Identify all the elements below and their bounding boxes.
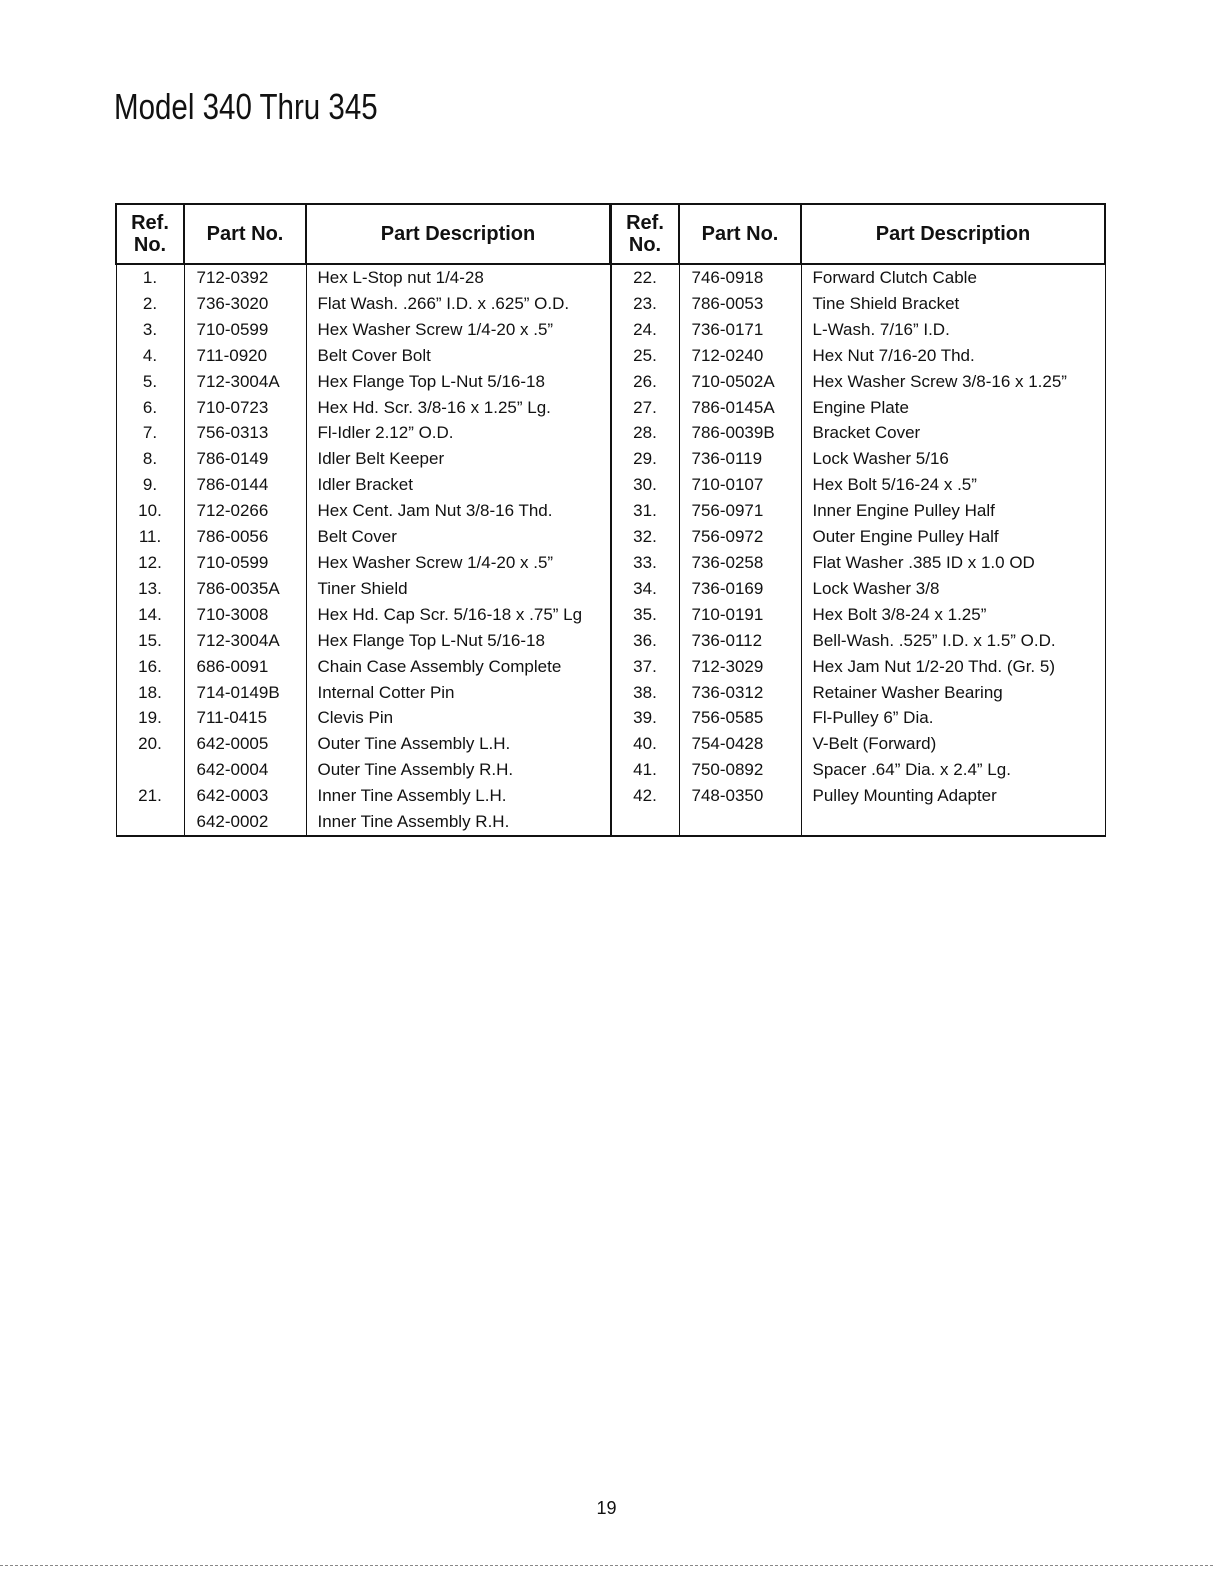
ref-no-cell: 42. <box>611 783 679 809</box>
part-number-cell: 711-0415 <box>184 705 306 731</box>
ref-no-cell: 1. <box>116 264 184 291</box>
ref-no-cell: 21. <box>116 783 184 809</box>
ref-no-cell: 9. <box>116 472 184 498</box>
table-row <box>116 524 610 550</box>
part-number-cell: 736-0119 <box>679 446 801 472</box>
part-description-cell: Hex Washer Screw 1/4-20 x .5” <box>306 550 610 576</box>
part-description-cell: Flat Wash. .266” I.D. x .625” O.D. <box>306 291 610 317</box>
ref-no-cell <box>116 809 184 836</box>
parts-table-right <box>610 203 1106 837</box>
part-number-cell: 642-0005 <box>184 731 306 757</box>
part-description-cell: Outer Tine Assembly L.H. <box>306 731 610 757</box>
part-description-cell: Inner Tine Assembly L.H. <box>306 783 610 809</box>
parts-table-left <box>115 203 611 837</box>
table-row <box>116 420 610 446</box>
ref-no-cell: 29. <box>611 446 679 472</box>
part-description-cell: Hex Nut 7/16-20 Thd. <box>801 343 1105 369</box>
part-description-cell: Idler Belt Keeper <box>306 446 610 472</box>
ref-no-cell: 27. <box>611 395 679 421</box>
part-description-cell: Belt Cover <box>306 524 610 550</box>
part-description-cell: Pulley Mounting Adapter <box>801 783 1105 809</box>
part-description-cell: Belt Cover Bolt <box>306 343 610 369</box>
part-description-cell: Fl-Idler 2.12” O.D. <box>306 420 610 446</box>
part-number-cell: 714-0149B <box>184 680 306 706</box>
table-row <box>116 498 610 524</box>
part-number-cell: 710-0502A <box>679 369 801 395</box>
table-row <box>116 602 610 628</box>
part-number-cell: 754-0428 <box>679 731 801 757</box>
ref-no-cell: 41. <box>611 757 679 783</box>
part-number-cell: 786-0039B <box>679 420 801 446</box>
table-row <box>611 395 1105 421</box>
table-row <box>611 264 1105 291</box>
ref-no-cell: 3. <box>116 317 184 343</box>
ref-no-cell: 19. <box>116 705 184 731</box>
ref-no-cell: 5. <box>116 369 184 395</box>
ref-no-cell: 40. <box>611 731 679 757</box>
table-row <box>611 420 1105 446</box>
table-row <box>116 291 610 317</box>
table-row <box>611 550 1105 576</box>
ref-no-cell: 34. <box>611 576 679 602</box>
part-number-cell: 710-0599 <box>184 550 306 576</box>
part-number-cell: 712-3029 <box>679 654 801 680</box>
part-number-cell: 746-0918 <box>679 264 801 291</box>
ref-no-cell: 37. <box>611 654 679 680</box>
part-description-cell: Engine Plate <box>801 395 1105 421</box>
table-row <box>611 705 1105 731</box>
part-number-cell: 750-0892 <box>679 757 801 783</box>
table-row <box>611 317 1105 343</box>
part-number-cell: 748-0350 <box>679 783 801 809</box>
ref-header-line2: No. <box>133 234 167 256</box>
part-description-cell: Hex L-Stop nut 1/4-28 <box>306 264 610 291</box>
part-description-header: Part Description <box>306 204 610 264</box>
table-row <box>611 628 1105 654</box>
part-number-cell: 712-0240 <box>679 343 801 369</box>
part-number-cell: 756-0972 <box>679 524 801 550</box>
table-row <box>116 809 610 836</box>
part-description-cell: Hex Washer Screw 3/8-16 x 1.25” <box>801 369 1105 395</box>
part-description-cell: Hex Flange Top L-Nut 5/16-18 <box>306 628 610 654</box>
part-description-cell: Hex Hd. Cap Scr. 5/16-18 x .75” Lg <box>306 602 610 628</box>
part-number-cell: 710-0107 <box>679 472 801 498</box>
ref-no-cell: 33. <box>611 550 679 576</box>
ref-no-cell: 20. <box>116 731 184 757</box>
part-description-cell: Hex Cent. Jam Nut 3/8-16 Thd. <box>306 498 610 524</box>
ref-header-line1: Ref. <box>626 212 664 234</box>
page-number: 19 <box>596 1498 617 1518</box>
ref-no-cell: 32. <box>611 524 679 550</box>
table-row <box>611 680 1105 706</box>
ref-no-cell: 24. <box>611 317 679 343</box>
ref-no-cell: 10. <box>116 498 184 524</box>
part-number-cell: 712-3004A <box>184 369 306 395</box>
part-description-cell: Inner Engine Pulley Half <box>801 498 1105 524</box>
table-row <box>116 472 610 498</box>
ref-no-cell: 14. <box>116 602 184 628</box>
part-description-cell: Outer Tine Assembly R.H. <box>306 757 610 783</box>
part-number-cell: 712-0392 <box>184 264 306 291</box>
table-row <box>116 680 610 706</box>
ref-no-cell: 12. <box>116 550 184 576</box>
ref-no-cell: 2. <box>116 291 184 317</box>
part-description-cell: Tine Shield Bracket <box>801 291 1105 317</box>
part-description-cell: Flat Washer .385 ID x 1.0 OD <box>801 550 1105 576</box>
ref-no-cell: 39. <box>611 705 679 731</box>
ref-no-cell: 11. <box>116 524 184 550</box>
ref-no-cell <box>116 757 184 783</box>
part-number-cell: 710-3008 <box>184 602 306 628</box>
ref-no-cell: 23. <box>611 291 679 317</box>
part-description-cell: Idler Bracket <box>306 472 610 498</box>
part-number-cell: 786-0144 <box>184 472 306 498</box>
table-row <box>116 731 610 757</box>
table-header-row <box>116 204 610 264</box>
ref-no-cell: 18. <box>116 680 184 706</box>
part-number-cell <box>679 809 801 836</box>
part-description-cell: Lock Washer 5/16 <box>801 446 1105 472</box>
ref-no-cell: 7. <box>116 420 184 446</box>
table-row <box>611 731 1105 757</box>
ref-header-line2: No. <box>628 234 662 256</box>
table-row <box>116 317 610 343</box>
part-description-cell: Inner Tine Assembly R.H. <box>306 809 610 836</box>
ref-no-cell: 22. <box>611 264 679 291</box>
table-row <box>116 628 610 654</box>
part-description-cell: Hex Jam Nut 1/2-20 Thd. (Gr. 5) <box>801 654 1105 680</box>
part-description-cell: Tiner Shield <box>306 576 610 602</box>
ref-no-cell: 31. <box>611 498 679 524</box>
part-number-cell: 711-0920 <box>184 343 306 369</box>
part-description-cell: V-Belt (Forward) <box>801 731 1105 757</box>
part-description-cell: Bell-Wash. .525” I.D. x 1.5” O.D. <box>801 628 1105 654</box>
ref-no-header <box>611 204 679 264</box>
part-number-cell: 786-0145A <box>679 395 801 421</box>
part-description-cell: Lock Washer 3/8 <box>801 576 1105 602</box>
part-number-cell: 736-3020 <box>184 291 306 317</box>
ref-header-line1: Ref. <box>131 212 169 234</box>
table-row <box>611 576 1105 602</box>
ref-no-cell: 36. <box>611 628 679 654</box>
part-number-cell: 736-0258 <box>679 550 801 576</box>
table-row <box>116 550 610 576</box>
part-number-cell: 686-0091 <box>184 654 306 680</box>
part-description-cell: Clevis Pin <box>306 705 610 731</box>
part-number-cell: 736-0112 <box>679 628 801 654</box>
part-description-cell: Bracket Cover <box>801 420 1105 446</box>
ref-no-cell: 13. <box>116 576 184 602</box>
table-row <box>116 369 610 395</box>
part-number-cell: 786-0053 <box>679 291 801 317</box>
ref-no-cell: 8. <box>116 446 184 472</box>
part-number-cell: 736-0171 <box>679 317 801 343</box>
ref-no-cell: 4. <box>116 343 184 369</box>
table-row <box>116 395 610 421</box>
ref-no-cell: 6. <box>116 395 184 421</box>
table-row <box>611 809 1105 836</box>
part-number-cell: 642-0003 <box>184 783 306 809</box>
part-description-cell: Spacer .64” Dia. x 2.4” Lg. <box>801 757 1105 783</box>
table-row <box>611 654 1105 680</box>
part-description-cell: Internal Cotter Pin <box>306 680 610 706</box>
part-description-cell: Retainer Washer Bearing <box>801 680 1105 706</box>
part-description-cell <box>801 809 1105 836</box>
part-number-cell: 756-0971 <box>679 498 801 524</box>
table-row <box>611 472 1105 498</box>
table-header-row <box>611 204 1105 264</box>
part-description-cell: Fl-Pulley 6” Dia. <box>801 705 1105 731</box>
table-row <box>116 757 610 783</box>
part-number-cell: 756-0313 <box>184 420 306 446</box>
table-row <box>611 291 1105 317</box>
ref-no-cell: 15. <box>116 628 184 654</box>
table-row <box>611 446 1105 472</box>
part-description-header: Part Description <box>801 204 1105 264</box>
part-description-cell: Hex Hd. Scr. 3/8-16 x 1.25” Lg. <box>306 395 610 421</box>
part-description-cell: Hex Washer Screw 1/4-20 x .5” <box>306 317 610 343</box>
part-description-cell: Outer Engine Pulley Half <box>801 524 1105 550</box>
part-description-cell: Hex Bolt 3/8-24 x 1.25” <box>801 602 1105 628</box>
table-row <box>116 343 610 369</box>
table-row <box>116 705 610 731</box>
part-number-cell: 736-0312 <box>679 680 801 706</box>
table-row <box>611 602 1105 628</box>
page-bottom-rule <box>0 1565 1213 1566</box>
part-number-cell: 786-0035A <box>184 576 306 602</box>
ref-no-cell: 38. <box>611 680 679 706</box>
part-number-cell: 712-0266 <box>184 498 306 524</box>
part-number-cell: 710-0723 <box>184 395 306 421</box>
part-description-cell: Chain Case Assembly Complete <box>306 654 610 680</box>
part-number-cell: 736-0169 <box>679 576 801 602</box>
table-row <box>611 343 1105 369</box>
part-description-cell: L-Wash. 7/16” I.D. <box>801 317 1105 343</box>
ref-no-cell: 35. <box>611 602 679 628</box>
table-row <box>116 654 610 680</box>
table-row <box>116 783 610 809</box>
part-number-cell: 642-0004 <box>184 757 306 783</box>
part-description-cell: Hex Flange Top L-Nut 5/16-18 <box>306 369 610 395</box>
ref-no-header <box>116 204 184 264</box>
page-title: Model 340 Thru 345 <box>114 86 378 127</box>
part-number-cell: 756-0585 <box>679 705 801 731</box>
ref-no-cell: 28. <box>611 420 679 446</box>
part-description-cell: Hex Bolt 5/16-24 x .5” <box>801 472 1105 498</box>
table-row <box>611 757 1105 783</box>
part-number-cell: 710-0191 <box>679 602 801 628</box>
table-row <box>611 783 1105 809</box>
table-row <box>116 576 610 602</box>
table-row <box>611 524 1105 550</box>
ref-no-cell: 25. <box>611 343 679 369</box>
ref-no-cell: 30. <box>611 472 679 498</box>
part-number-cell: 786-0056 <box>184 524 306 550</box>
part-number-cell: 642-0002 <box>184 809 306 836</box>
part-description-cell: Forward Clutch Cable <box>801 264 1105 291</box>
table-row <box>611 369 1105 395</box>
table-row <box>116 446 610 472</box>
table-row <box>116 264 610 291</box>
ref-no-cell: 26. <box>611 369 679 395</box>
table-row <box>611 498 1105 524</box>
part-number-cell: 712-3004A <box>184 628 306 654</box>
part-no-header: Part No. <box>184 204 306 264</box>
ref-no-cell: 16. <box>116 654 184 680</box>
part-number-cell: 786-0149 <box>184 446 306 472</box>
ref-no-cell <box>611 809 679 836</box>
part-number-cell: 710-0599 <box>184 317 306 343</box>
part-no-header: Part No. <box>679 204 801 264</box>
